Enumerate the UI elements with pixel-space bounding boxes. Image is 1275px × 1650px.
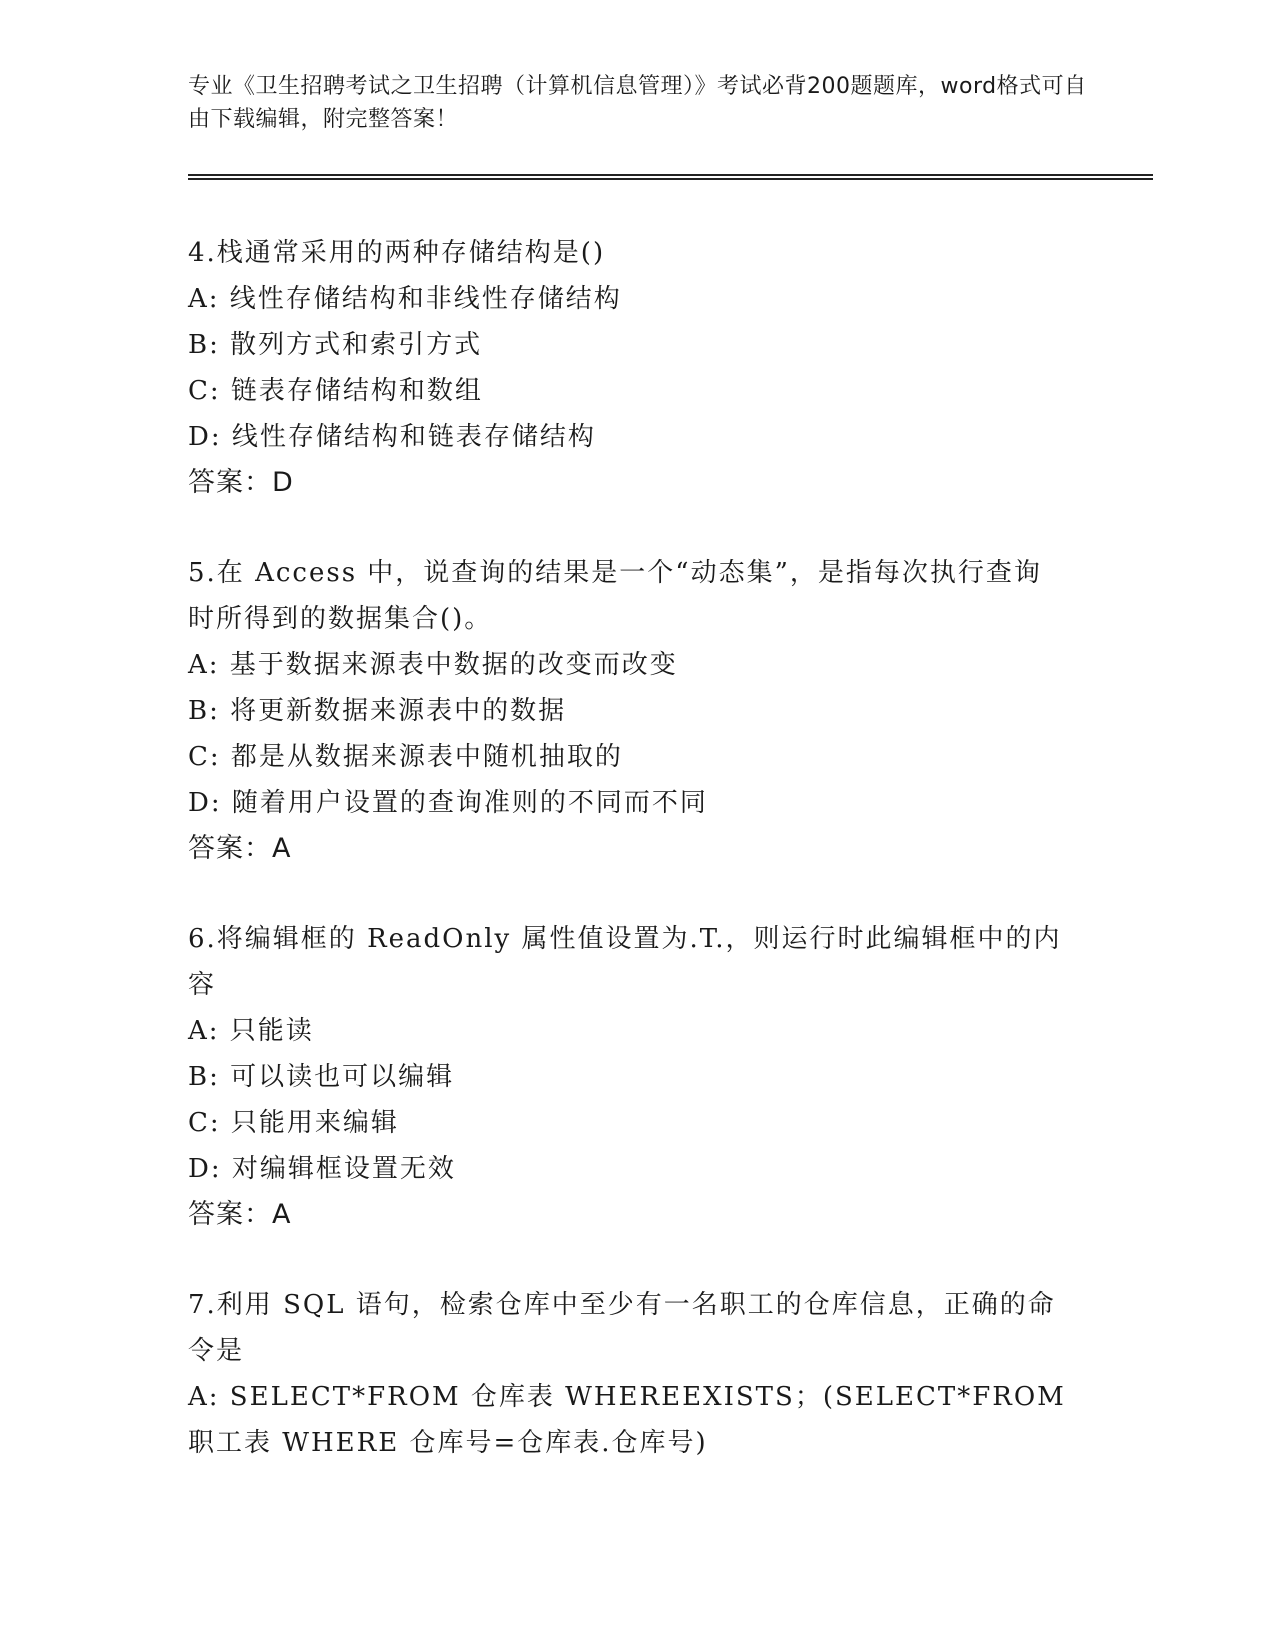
question-block — [188, 550, 1148, 872]
question-text: 4.栈通常采用的两种存储结构是() — [188, 238, 606, 268]
option-c: C: 链表存储结构和数组 — [188, 376, 483, 406]
answer-text: 答案：A — [188, 1199, 292, 1230]
option-d: D: 线性存储结构和链表存储结构 — [188, 422, 596, 452]
answer-text: 答案：A — [188, 833, 292, 864]
option-a: A: 基于数据来源表中数据的改变而改变 — [188, 650, 678, 680]
question-text: 6.将编辑框的 ReadOnly 属性值设置为.T.，则运行时此编辑框中的内容 — [188, 924, 1062, 1000]
question-block — [188, 916, 1148, 1238]
document-header: 专业《卫生招聘考试之卫生招聘（计算机信息管理）》考试必背200题题库，word格式可自由下载编辑，附完整答案！ — [188, 74, 1087, 132]
question-block — [188, 1282, 1148, 1466]
document-page — [188, 70, 1148, 1466]
option-a: A: SELECT*FROM 仓库表 WHEREEXISTS；(SELECT*FROM 职工表 WHERE 仓库号=仓库表.仓库号) — [188, 1382, 1066, 1458]
option-a: A: 线性存储结构和非线性存储结构 — [188, 284, 622, 314]
option-b: B: 可以读也可以编辑 — [188, 1062, 455, 1092]
option-b: B: 将更新数据来源表中的数据 — [188, 696, 567, 726]
option-d: D: 随着用户设置的查询准则的不同而不同 — [188, 788, 708, 818]
question-block — [188, 230, 1148, 506]
option-c: C: 只能用来编辑 — [188, 1108, 399, 1138]
header-divider — [188, 174, 1153, 180]
question-text: 7.利用 SQL 语句，检索仓库中至少有一名职工的仓库信息，正确的命令是 — [188, 1290, 1056, 1366]
option-d: D: 对编辑框设置无效 — [188, 1154, 456, 1184]
option-c: C: 都是从数据来源表中随机抽取的 — [188, 742, 623, 772]
option-a: A: 只能读 — [188, 1016, 314, 1046]
question-text: 5.在 Access 中，说查询的结果是一个“动态集”，是指每次执行查询时所得到的数据集合()。 — [188, 558, 1042, 634]
option-b: B: 散列方式和索引方式 — [188, 330, 483, 360]
answer-text: 答案：D — [188, 467, 294, 498]
